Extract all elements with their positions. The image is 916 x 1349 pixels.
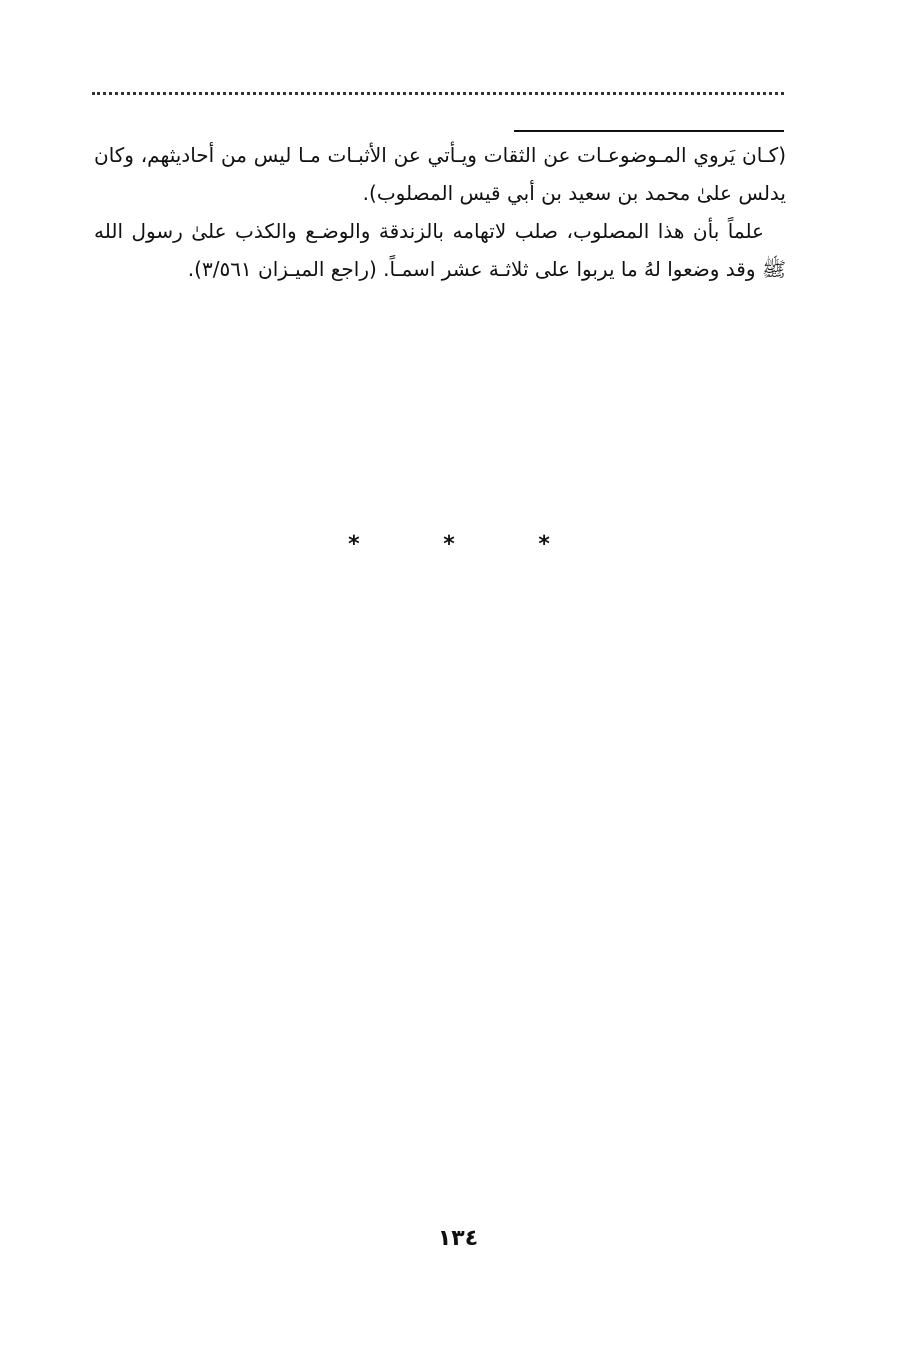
footnote-block	[94, 136, 786, 288]
section-separator: * * *	[348, 532, 588, 557]
footnote-paragraph-2: علماً بأن هذا المصلوب، صلب لاتهامه بالزندقة والوضـع والكذب علىٰ رسول الله ﷺ وقد وضعوا لهُ ما يربوا على ثلاثـة عشر اسمـاً. (راجع الميـزان ٣/٥٦١).	[94, 219, 786, 281]
footnote-rule	[514, 130, 784, 132]
page-number: ١٣٤	[437, 1226, 479, 1251]
dotted-divider	[92, 92, 784, 95]
footnote-paragraph-1: (كـان يَروي المـوضوعـات عن الثقات ويـأتي عن الأثبـات مـا ليس من أحاديثهم، وكان يدلس علىٰ محمد بن سعيد بن أبي قيس المصلوب).	[94, 143, 786, 205]
